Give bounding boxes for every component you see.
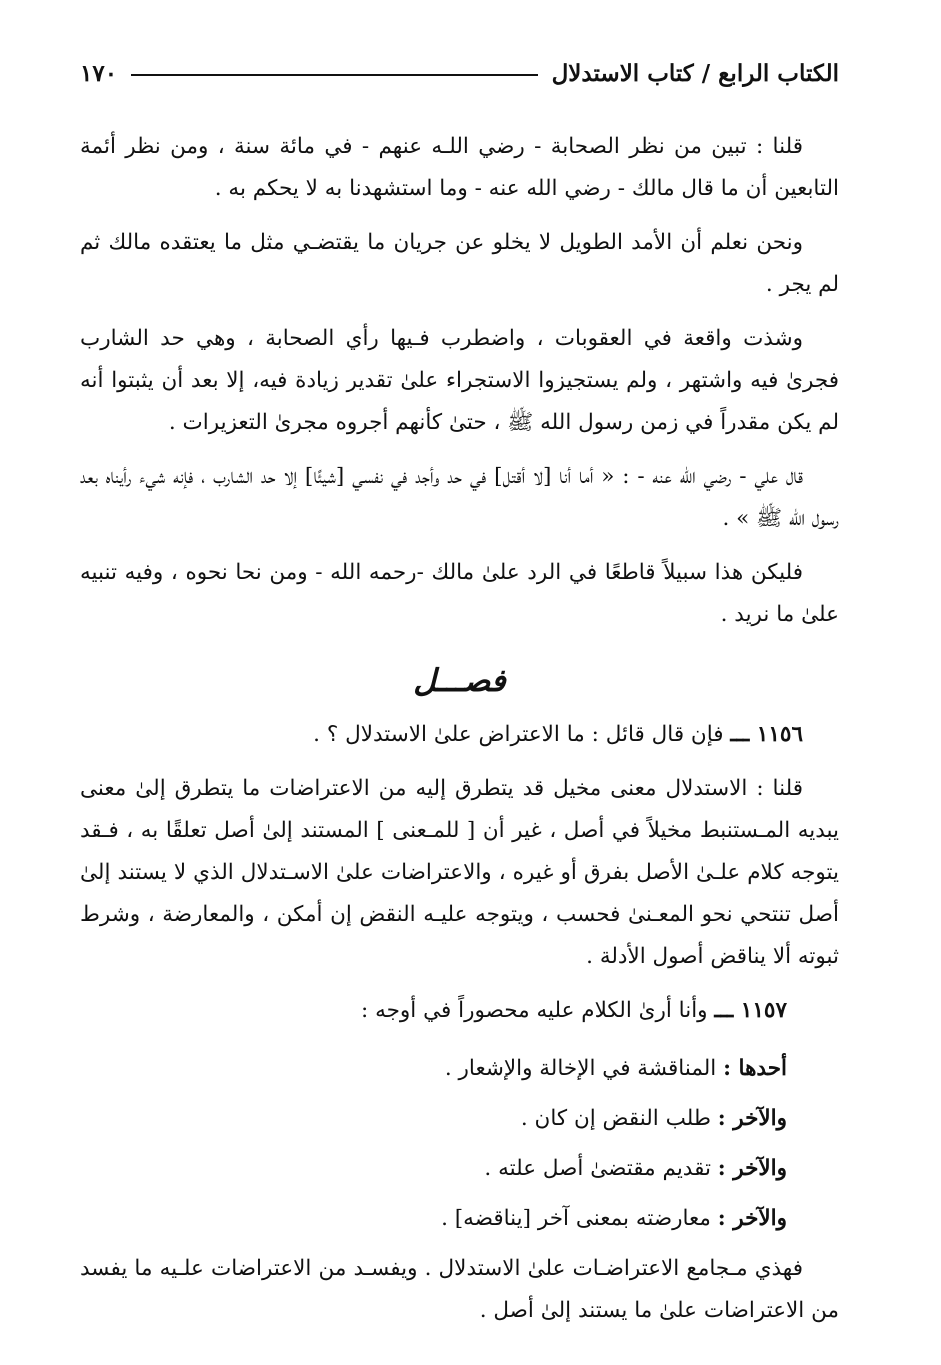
paragraph-answer: قلنا : الاستدلال معنى مخيل قد يتطرق إليه من الاعتراضات ما يتطرق إلىٰ معنى يبديه المـستنبط مخيلاً في أصل ، غير أن [ للمـعنى ] المستند إلىٰ أصل تعلقًا به ، فـقد يتوجه كلام علـىٰ الأصل بفرق أو غيره ، والاعتراضات علىٰ الاسـتدلال الذي لا يستند إلىٰ أصل تنتحي نحو المعـنىٰ فحسب ، ويتوجه عليـه النقض إن أمكن ، والمعارضة ، وشرط ثبوته ألا يناقض أصول الأدلة . [80,776,839,969]
list-item-lead: أحدها : [723,1056,787,1081]
paragraph-1: قلنا : تبين من نظر الصحابة - رضي اللـه عنهم - في مائة سنة ، ومن نظر أئمة التابعين أن ما قال مالك - رضي الله عنه - وما استشهدنا به لا يحكم به . [80,134,839,201]
closing-paragraph: فهذي مـجامع الاعتراضـات علىٰ الاستدلال . ويفسـد من الاعتراضات علـيه ما يفسد من الاعتراضات علىٰ ما يستند إلىٰ أصل . [80,1256,839,1323]
paragraph-4: قال علي - رضي الله عنه - : « أما أنا [لا أقتل] في حد وأجد في نفسي [شيئًا] إلا حد الشارب ، فإنه شيء رأيناه بعد رسول الله ﷺ » . [80,464,839,531]
list-item-lead: والآخر : [717,1156,787,1181]
aspects-list [80,1044,839,1244]
paragraph-1157 [80,990,839,1032]
list-item [80,1194,839,1244]
running-title: الكتاب الرابع / كتاب الاستدلال [551,59,839,87]
paragraph-2: ونحن نعلم أن الأمد الطويل لا يخلو عن جريان ما يقتضـي مثل ما يعتقده مالك ثم لم يجر . [80,230,839,297]
paragraph-1157-text: وأنا أرىٰ الكلام عليه محصوراً في أوجه : [361,998,708,1023]
header-rule [131,74,538,76]
page-number: ١٧٠ [80,59,118,87]
section-heading: فصـــل [413,663,506,699]
list-item [80,1094,839,1144]
list-item-lead: والآخر : [717,1106,787,1131]
paragraph-5: فليكن هذا سبيلاً قاطعًا في الرد علىٰ مالك -رحمه الله - ومن نحا نحوه ، وفيه تنبيه علىٰ ما نريد . [80,560,839,627]
list-item-text: تقديم مقتضىٰ أصل علته . [484,1156,711,1181]
list-item [80,1144,839,1194]
list-item-text: معارضته بمعنى آخر [يناقضه] . [441,1206,711,1231]
running-header [80,48,839,98]
paragraph-1156 [80,714,839,756]
paragraph-3: وشذت واقعة في العقوبات ، واضطرب فـيها رأي الصحابة ، وهي حد الشارب فجرىٰ فيه واشتهر ، ولم يستجيزوا الاستجراء علىٰ تقدير زيادة فيه، إلا بعد أن يثبتوا أنه لم يكن مقدراً في زمن رسول الله ﷺ ، حتىٰ كأنهم أجروه مجرىٰ التعزيرات . [80,326,839,435]
paragraph-1156-text: فإن قال قائل : ما الاعتراض علىٰ الاستدلال ؟ . [313,722,724,747]
issue-number-1156: ١١٥٦ ـــ [730,722,803,747]
list-item-text: المناقشة في الإخالة والإشعار . [444,1056,717,1081]
list-item [80,1044,839,1094]
page-body [80,126,839,1332]
list-item-lead: والآخر : [717,1206,787,1231]
issue-number-1157: ١١٥٧ ـــ [714,998,787,1023]
list-item-text: طلب النقض إن كان . [520,1106,711,1131]
